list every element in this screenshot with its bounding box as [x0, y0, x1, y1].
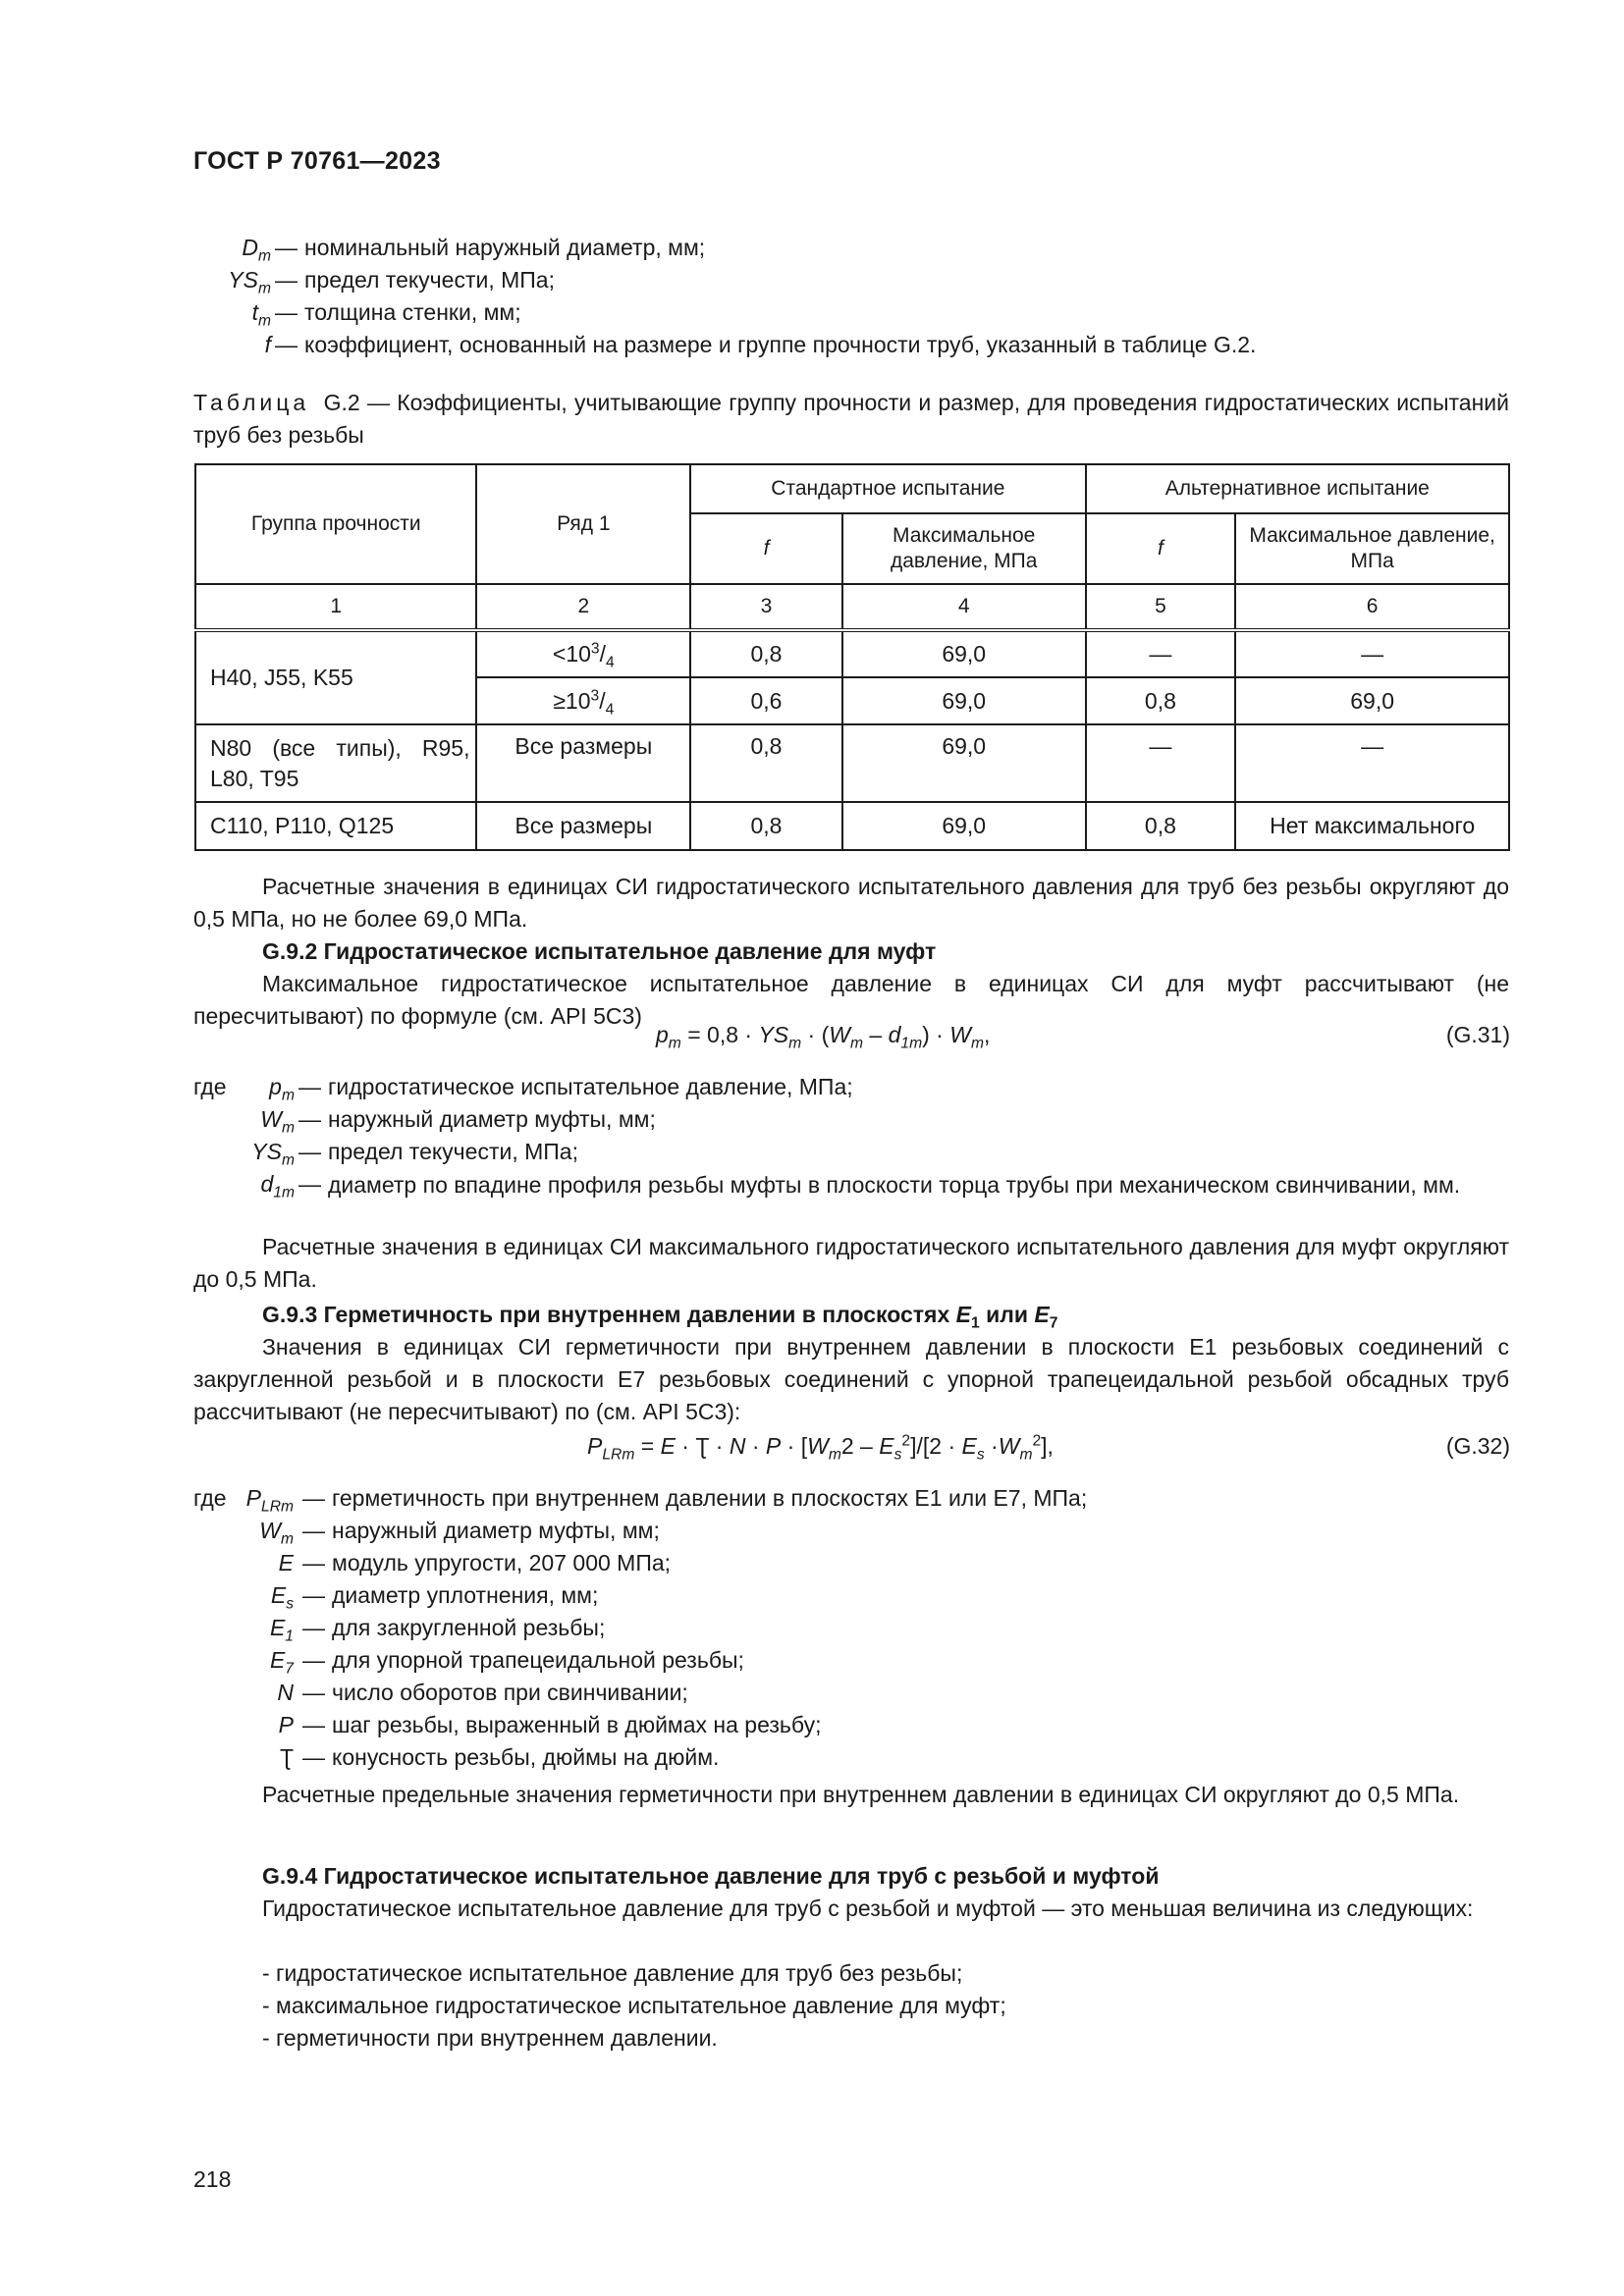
strength-group-cell: N80 (все типы), R95, L80, T95: [195, 724, 476, 802]
column-number: 5: [1086, 584, 1236, 630]
section-heading-g94: G.9.4 Гидростатическое испытательное давление для труб с резьбой и муфтой: [262, 1863, 1160, 1889]
def-text: толщина стенки, мм;: [304, 299, 521, 325]
def-term: f: [264, 332, 271, 357]
f-standard-cell: 0,8: [690, 802, 842, 850]
def-term-sub: m: [280, 1530, 294, 1548]
def-term: P: [245, 1485, 261, 1511]
def-term: N: [277, 1680, 294, 1705]
def-term: D: [242, 235, 258, 260]
def-text: номинальный наружный диаметр, мм;: [304, 235, 706, 260]
def-text: диаметр уплотнения, мм;: [332, 1582, 599, 1608]
formula-number: (G.31): [1445, 1022, 1510, 1047]
list-item: - гидростатическое испытательное давление для труб без резьбы;: [262, 1960, 963, 1986]
formula-number: (G.32): [1445, 1433, 1510, 1459]
def-lead: где: [193, 1485, 227, 1511]
table-row: [195, 630, 1509, 677]
def-term: E: [269, 1647, 286, 1673]
size-cell: $\ge 10^3/_4$: [476, 677, 690, 724]
f-alternative-cell: —: [1086, 630, 1236, 677]
list-item: - герметичности при внутреннем давлении.: [262, 2025, 718, 2051]
def-text: модуль упругости, 207 000 МПа;: [332, 1550, 672, 1575]
definition-row: $YS_m$ — предел текучести, МПа;: [0, 264, 1624, 296]
f-alternative-cell: 0,8: [1086, 677, 1236, 724]
def-lead: где: [193, 1074, 227, 1099]
table-caption: [193, 387, 1509, 452]
size-cell: Все размеры: [476, 724, 690, 802]
f-alternative-cell: —: [1086, 724, 1236, 802]
def-term: E: [269, 1615, 286, 1640]
def-term-sub: m: [257, 280, 271, 297]
definition-row: $D_m$ — номинальный наружный диаметр, мм;: [0, 232, 1624, 264]
def-term: E: [270, 1582, 287, 1608]
def-term: YS: [228, 267, 258, 293]
pressure-alternative-cell: 69,0: [1235, 677, 1509, 724]
def-text: наружный диаметр муфты, мм;: [328, 1106, 656, 1132]
section-heading-g92: G.9.2 Гидростатическое испытательное давление для муфт: [262, 938, 937, 964]
header-max-pressure-alternative: Максимальное давление, МПа: [1235, 513, 1509, 584]
def-term: t: [251, 299, 258, 325]
pressure-standard-cell: 69,0: [842, 724, 1086, 802]
formula-g32: $P_{LRm} = E$ · Ʈ · $N \cdot P \cdot [W_m2 - E_s^2]/[2 \cdot E_s \cdot W_m^2]$,: [587, 1432, 1054, 1464]
coefficients-table: [194, 463, 1510, 851]
table-caption-label: Таблица: [193, 390, 310, 415]
column-number: 4: [842, 584, 1086, 630]
def-text: число оборотов при свинчивании;: [332, 1680, 688, 1705]
def-text: предел текучести, МПа;: [304, 267, 555, 293]
def-term-sub: LRm: [261, 1498, 294, 1516]
header-f-alternative: f: [1086, 513, 1236, 584]
definition-row: N — число оборотов при свинчивании;: [0, 1677, 1624, 1709]
f-standard-cell: 0,6: [690, 677, 842, 724]
table-row: [195, 802, 1509, 850]
def-text: герметичность при внутреннем давлении в плоскостях E1 или E7, МПа;: [332, 1485, 1088, 1511]
definition-row: $YS_m$ — предел текучести, МПа;: [0, 1136, 1624, 1168]
def-term: W: [260, 1106, 282, 1132]
pressure-standard-cell: 69,0: [842, 802, 1086, 850]
def-term: Ʈ: [279, 1744, 294, 1770]
def-text: диаметр по впадине профиля резьбы муфты в плоскости торца трубы при механическом свинчивании, мм.: [328, 1172, 1461, 1198]
definition-row: где $p_m$ — гидростатическое испытательное давление, МПа;: [0, 1071, 1624, 1103]
page-number: 218: [193, 2166, 232, 2192]
definition-row: $E_1$ — для закругленной резьбы;: [0, 1612, 1624, 1644]
def-term: p: [269, 1074, 282, 1099]
def-text: для упорной трапецеидальной резьбы;: [332, 1647, 744, 1673]
definition-row: $t_m$ — толщина стенки, мм;: [0, 296, 1624, 329]
formula-g31: $p_m = 0,8 \cdot YS_m \cdot (W_m - d_{1m}) \cdot W_m$,: [656, 1022, 991, 1052]
standard-header: ГОСТ Р 70761—2023: [193, 147, 441, 175]
definition-row: где $P_{LRm}$ — герметичность при внутреннем давлении в плоскостях E1 или E7, МПа;: [0, 1482, 1624, 1515]
definition-row: $E_7$ — для упорной трапецеидальной резьбы;: [0, 1644, 1624, 1677]
section-heading-g93: G.9.3 Герметичность при внутреннем давлении в плоскостях $E_1$ или $E_7$: [262, 1302, 1058, 1332]
pressure-alternative-cell: —: [1235, 630, 1509, 677]
header-f-standard: f: [690, 513, 842, 584]
def-term: P: [278, 1712, 294, 1737]
definition-row: P — шаг резьбы, выраженный в дюймах на резьбу;: [0, 1709, 1624, 1741]
def-term: W: [259, 1518, 281, 1543]
def-term: YS: [251, 1139, 282, 1164]
def-term-sub: m: [281, 1087, 295, 1104]
strength-group-cell: C110, P110, Q125: [195, 802, 476, 850]
def-term-sub: 7: [285, 1660, 294, 1678]
def-term-sub: 1: [285, 1628, 294, 1645]
header-row1: Ряд 1: [476, 464, 690, 584]
paragraph: Максимальное гидростатическое испытательное давление в единицах СИ для муфт рассчитывают (не пересчитывают) по формуле (см. API 5C3): [193, 971, 1509, 1029]
header-alternative-test: Альтернативное испытание: [1086, 464, 1509, 513]
strength-group-cell: H40, J55, K55: [195, 630, 476, 724]
definition-row: $W_m$ — наружный диаметр муфты, мм;: [0, 1103, 1624, 1136]
paragraph: Расчетные значения в единицах СИ гидростатического испытательного давления для труб без резьбы округляют до 0,5 МПа, но не более 69,0 МПа.: [193, 874, 1509, 932]
table-caption-text: G.2 — Коэффициенты, учитывающие группу прочности и размер, для проведения гидростатических испытаний труб без резьбы: [193, 390, 1509, 448]
def-text: гидростатическое испытательное давление, МПа;: [328, 1074, 853, 1099]
list-item: - максимальное гидростатическое испытательное давление для муфт;: [262, 1993, 1006, 2018]
f-alternative-cell: 0,8: [1086, 802, 1236, 850]
definition-row: $W_m$ — наружный диаметр муфты, мм;: [0, 1515, 1624, 1547]
f-standard-cell: 0,8: [690, 630, 842, 677]
def-term-sub: m: [281, 1119, 295, 1137]
definition-row: $d_{1m}$ — диаметр по впадине профиля резьбы муфты в плоскости торца трубы при механическом свинчивании, мм.: [0, 1168, 1624, 1233]
def-text: коэффициент, основанный на размере и группе прочности труб, указанный в таблице G.2.: [304, 332, 1257, 357]
definition-row: f — коэффициент, основанный на размере и группе прочности труб, указанный в таблице G.2.: [0, 329, 1624, 361]
pressure-alternative-cell: Нет максимального: [1235, 802, 1509, 850]
g93-definitions: [0, 1482, 1624, 1774]
def-term-sub: m: [257, 247, 271, 265]
header-standard-test: Стандартное испытание: [690, 464, 1085, 513]
def-term-sub: 1m: [273, 1184, 295, 1201]
column-number: 3: [690, 584, 842, 630]
column-number-row: [195, 584, 1509, 630]
definition-row: Ʈ — конусность резьбы, дюймы на дюйм.: [0, 1741, 1624, 1774]
def-term: E: [278, 1550, 294, 1575]
size-cell: $<10^3/_4$: [476, 630, 690, 677]
pressure-standard-cell: 69,0: [842, 677, 1086, 724]
paragraph: Расчетные предельные значения герметичности при внутреннем давлении в единицах СИ округляют до 0,5 МПа.: [262, 1782, 1460, 1807]
paragraph: Расчетные значения в единицах СИ максимального гидростатического испытательного давления для муфт округляют до 0,5 МПа.: [193, 1234, 1509, 1292]
paragraph: Гидростатическое испытательное давление для труб с резьбой и муфтой — это меньшая величина из следующих:: [262, 1896, 1474, 1921]
column-number: 6: [1235, 584, 1509, 630]
size-cell: Все размеры: [476, 802, 690, 850]
pressure-standard-cell: 69,0: [842, 630, 1086, 677]
column-number: 1: [195, 584, 476, 630]
def-term: d: [260, 1171, 274, 1197]
def-text: конусность резьбы, дюймы на дюйм.: [332, 1744, 720, 1770]
def-term-sub: s: [286, 1595, 294, 1613]
g92-definitions: [0, 1071, 1624, 1233]
column-number: 2: [476, 584, 690, 630]
table-header-row: [195, 464, 1509, 513]
f-standard-cell: 0,8: [690, 724, 842, 802]
definition-row: $E_s$ — диаметр уплотнения, мм;: [0, 1579, 1624, 1612]
intro-definitions: [0, 232, 1624, 361]
pressure-alternative-cell: —: [1235, 724, 1509, 802]
definition-row: E — модуль упругости, 207 000 МПа;: [0, 1547, 1624, 1579]
def-text: для закругленной резьбы;: [332, 1615, 606, 1640]
def-text: наружный диаметр муфты, мм;: [332, 1518, 660, 1543]
def-term-sub: m: [281, 1151, 295, 1169]
header-group: Группа прочности: [195, 464, 476, 584]
header-max-pressure-standard: Максимальное давление, МПа: [842, 513, 1086, 584]
def-text: предел текучести, МПа;: [328, 1139, 578, 1164]
def-term-sub: m: [257, 312, 271, 330]
table-row: [195, 724, 1509, 802]
paragraph: Значения в единицах СИ герметичности при внутреннем давлении в плоскости E1 резьбовых соединений с закругленной резьбой и в плоскости E7 резьбовых соединений с упорной трапецеидальной резьбой обсадных труб рассчитывают (не пересчитывают) по (см. API 5C3):: [193, 1334, 1509, 1424]
def-text: шаг резьбы, выраженный в дюймах на резьбу;: [332, 1712, 822, 1737]
